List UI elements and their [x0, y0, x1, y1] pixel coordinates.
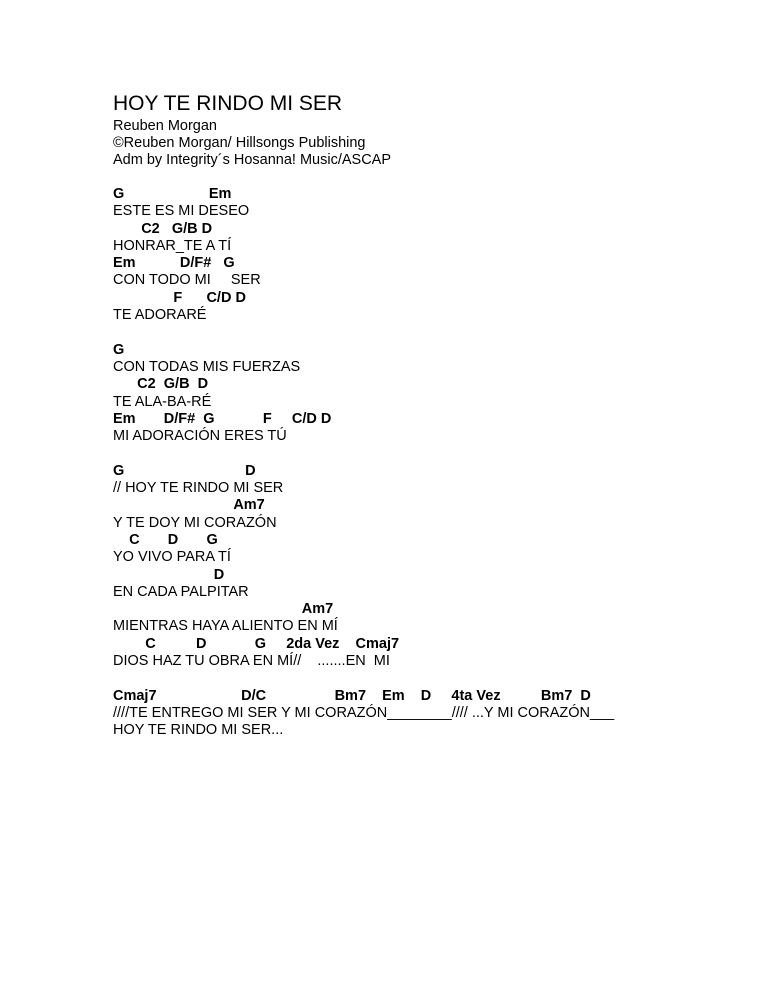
- chord-line: G Em: [113, 186, 232, 202]
- lyric-line: TE ALA-BA-RÉ: [113, 393, 212, 410]
- song-credits: [113, 118, 753, 169]
- chord-line: G: [113, 341, 125, 358]
- lyric-line: ////TE ENTREGO MI SER Y MI CORAZÓN________//// ...Y MI CORAZÓN___: [113, 704, 615, 721]
- lyric-line: TE ADORARÉ: [113, 307, 207, 324]
- lyric-line: Y TE DOY MI CORAZÓN: [113, 514, 277, 531]
- chord-line: C2 G/B D: [113, 376, 209, 393]
- song-title: HOY TE RINDO MI SER: [113, 92, 343, 115]
- song-admin: Adm by Integrity´s Hosanna! Music/ASCAP: [113, 152, 392, 168]
- song-author: Reuben Morgan: [113, 118, 217, 134]
- blank-line: [113, 670, 753, 687]
- lyric-line: HOY TE RINDO MI SER...: [113, 722, 284, 739]
- chord-line: C D G: [113, 531, 218, 548]
- chord-line: G D: [113, 462, 256, 479]
- lyric-line: // HOY TE RINDO MI SER: [113, 480, 284, 497]
- song-sheet: [113, 90, 753, 740]
- lyric-line: DIOS HAZ TU OBRA EN MÍ// .......EN MI: [113, 653, 390, 670]
- chord-line: F C/D D: [113, 289, 246, 306]
- chord-line: Cmaj7 D/C Bm7 Em D 4ta Vez Bm7 D: [113, 687, 591, 704]
- lyric-line: MIENTRAS HAYA ALIENTO EN MÍ: [113, 618, 338, 635]
- lyric-line: EN CADA PALPITAR: [113, 583, 249, 600]
- lyric-line: HONRAR_TE A TÍ: [113, 237, 232, 254]
- blank-line: [113, 445, 753, 462]
- chord-line: Em D/F# G F C/D D: [113, 410, 332, 427]
- chord-line: Am7: [113, 601, 334, 618]
- lyric-line: MI ADORACIÓN ERES TÚ: [113, 428, 287, 445]
- lyric-line: ESTE ES MI DESEO: [113, 203, 250, 220]
- lyric-line: YO VIVO PARA TÍ: [113, 549, 231, 566]
- lyric-line: CON TODO MI SER: [113, 272, 261, 289]
- song-body: [113, 186, 753, 740]
- blank-line: [113, 324, 753, 341]
- chord-line: C D G 2da Vez Cmaj7: [113, 635, 400, 652]
- song-copyright: ©Reuben Morgan/ Hillsongs Publishing: [113, 135, 366, 151]
- chord-line: Em D/F# G: [113, 255, 235, 272]
- chord-line: C2 G/B D: [113, 220, 213, 237]
- chord-line: Am7: [113, 497, 265, 514]
- lyric-line: CON TODAS MIS FUERZAS: [113, 358, 301, 375]
- chord-line: D: [113, 566, 225, 583]
